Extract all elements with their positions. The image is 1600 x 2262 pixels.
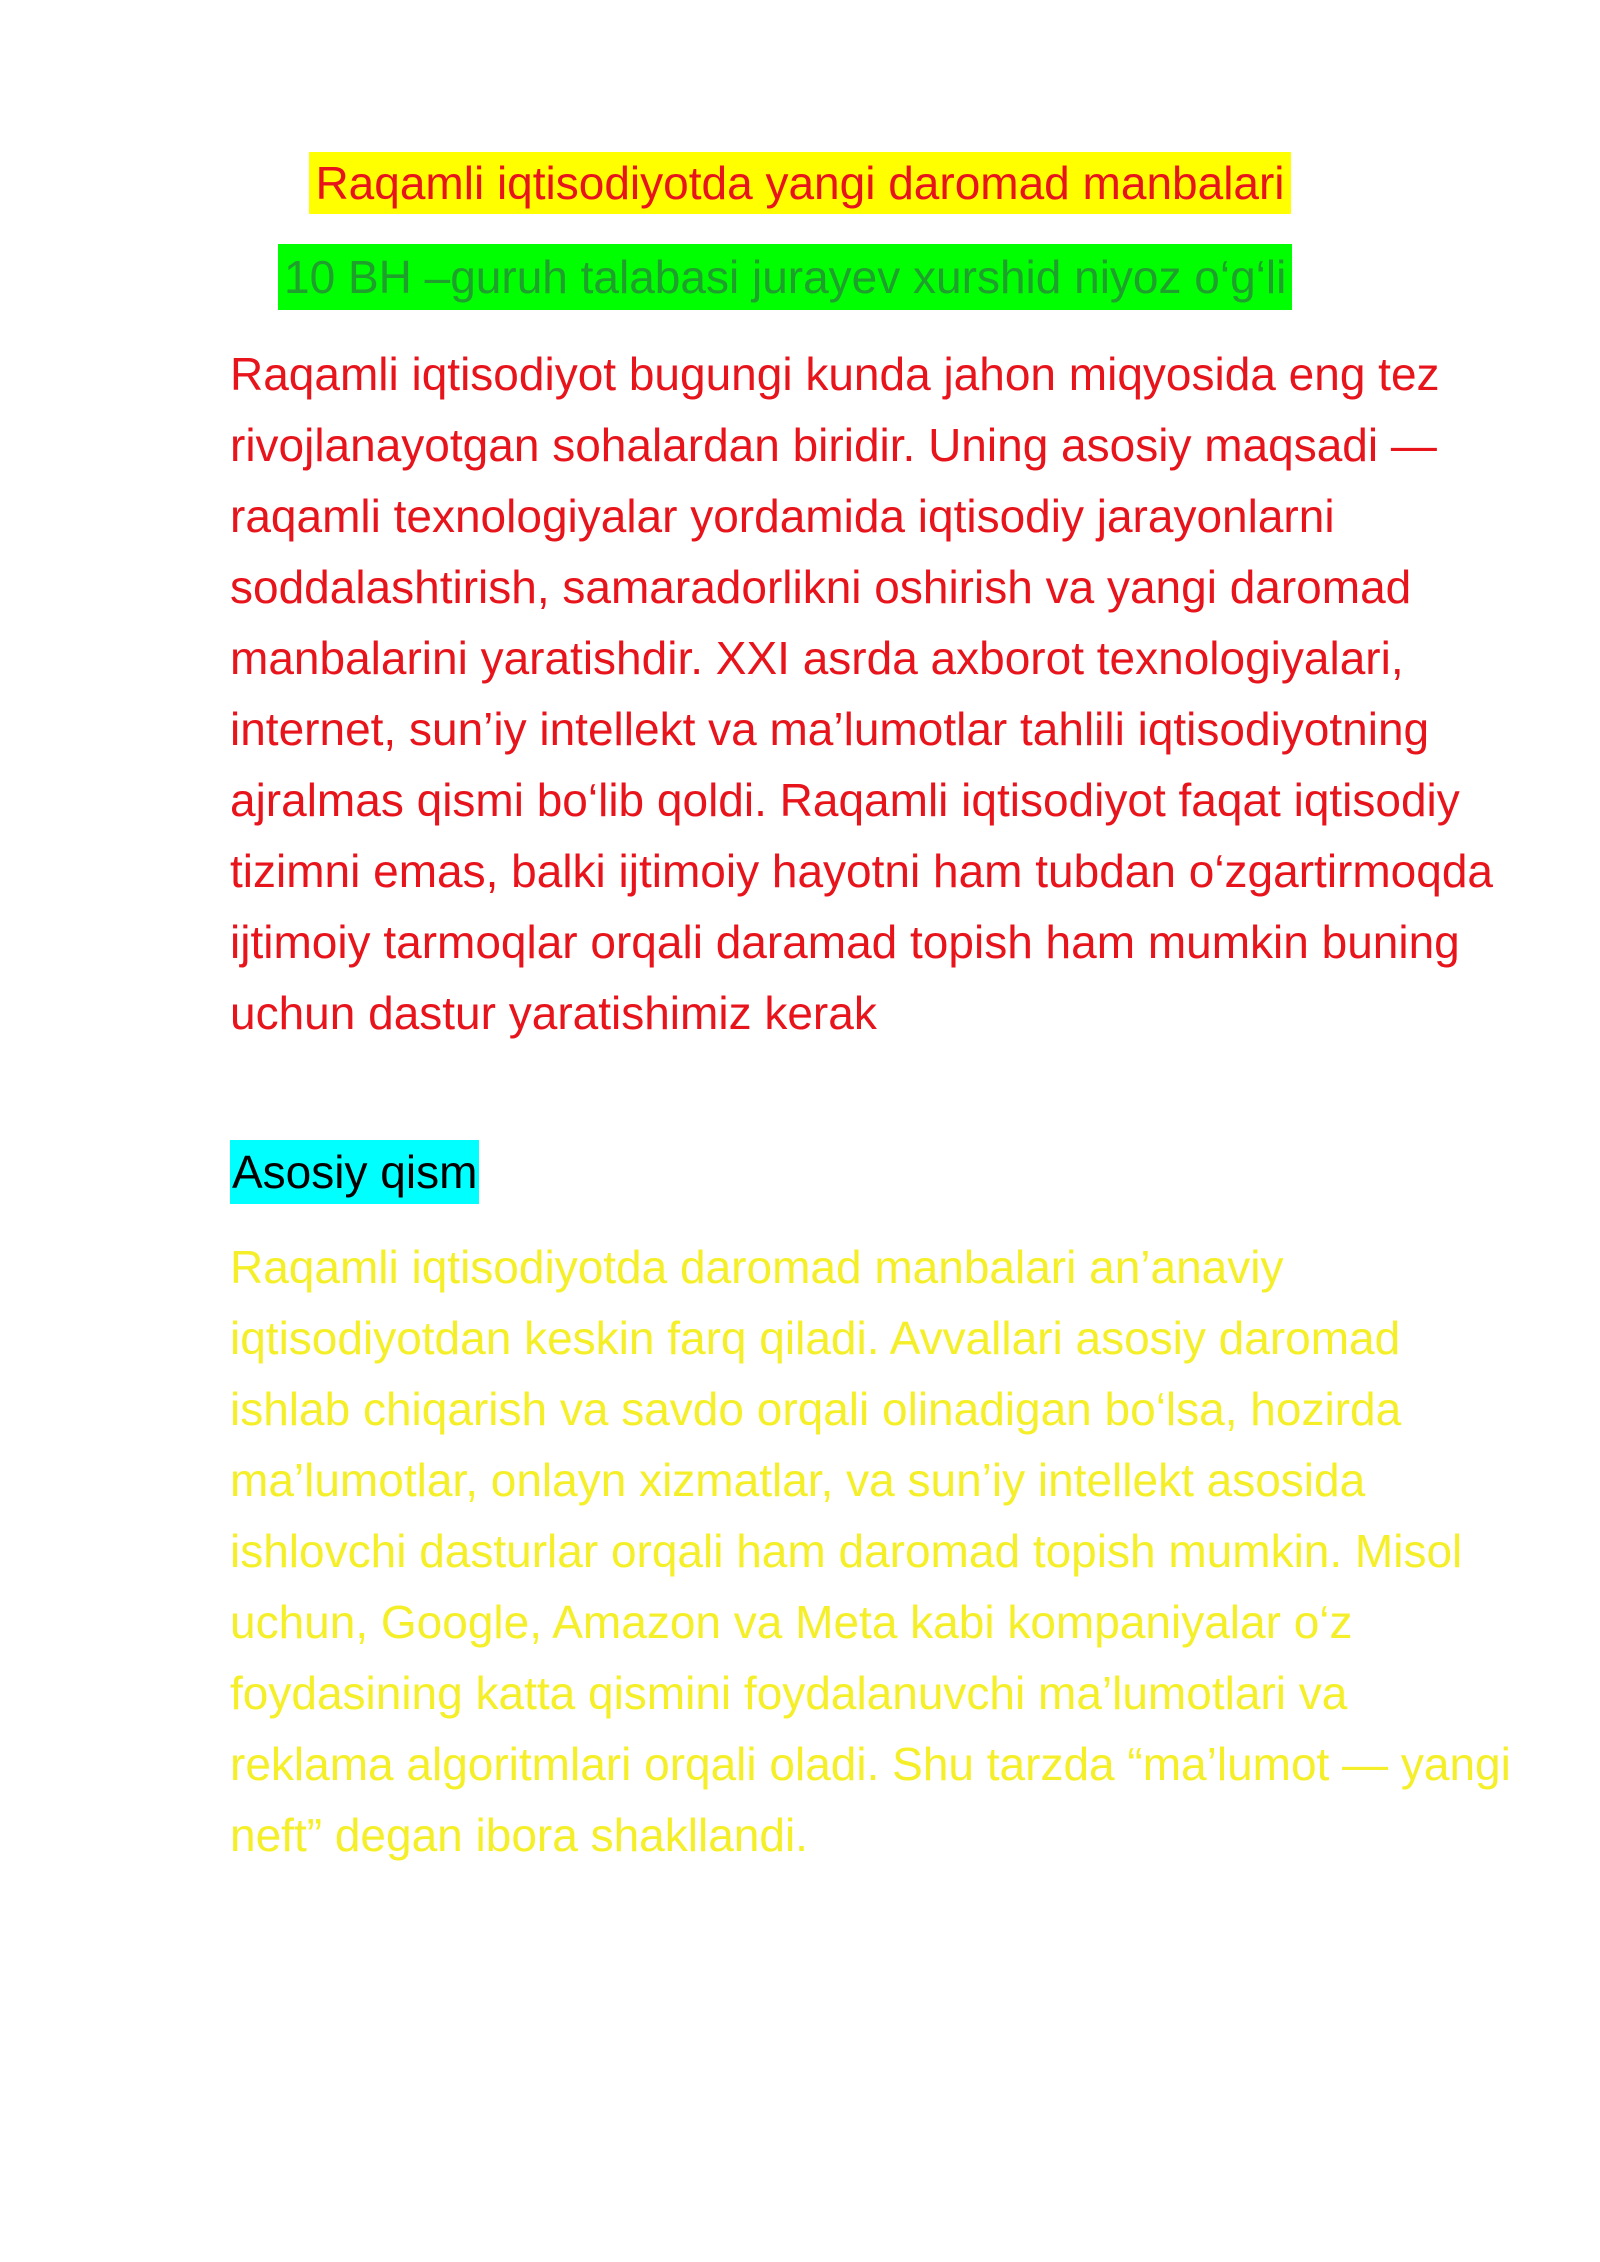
document-title: Raqamli iqtisodiyotda yangi daromad manbalari <box>309 152 1290 214</box>
main-paragraph: Raqamli iqtisodiyotda daromad manbalari an’anaviy iqtisodiyotdan keskin farq qiladi. Avvallari asosiy daromad ishlab chiqarish va savdo orqali olinadigan bo‘lsa, hozirda ma’lumotlar, onlayn xizmatlar, va sun’iy intellekt asosida ishlovchi dasturlar orqali ham daromad topish mumkin. Misol uchun, Google, Amazon va Meta kabi kompaniyalar o‘z foydasining katta qismini foydalanuvchi ma’lumotlari va reklama algoritmlari orqali oladi. Shu tarzda “ma’lumot — yangi neft” degan ibora shakllandi. <box>230 1241 1511 1861</box>
author-line: 10 BH –guruh talabasi jurayev xurshid niyoz o‘g‘li <box>278 244 1292 310</box>
title-block <box>0 152 1600 214</box>
intro-paragraph: Raqamli iqtisodiyot bugungi kunda jahon miqyosida eng tez rivojlanayotgan sohalardan biridir. Uning asosiy maqsadi — raqamli texnologiyalar yordamida iqtisodiy jarayonlarni soddalashtirish, samaradorlikni oshirish va yangi daromad manbalarini yaratishdir. XXI asrda axborot texnologiyalari, internet, sun’iy intellekt va ma’lumotlar tahlili iqtisodiyotning ajralmas qismi bo‘lib qoldi. Raqamli iqtisodiyot faqat iqtisodiy tizimni emas, balki ijtimoiy hayotni ham tubdan o‘zgartirmoqda ijtimoiy tarmoqlar orqali daramad topish ham mumkin buning uchun dastur yaratishimiz kerak <box>230 348 1494 1039</box>
section-heading-block <box>230 1140 479 1204</box>
section-heading: Asosiy qism <box>230 1140 479 1204</box>
subtitle-block <box>278 244 1292 310</box>
